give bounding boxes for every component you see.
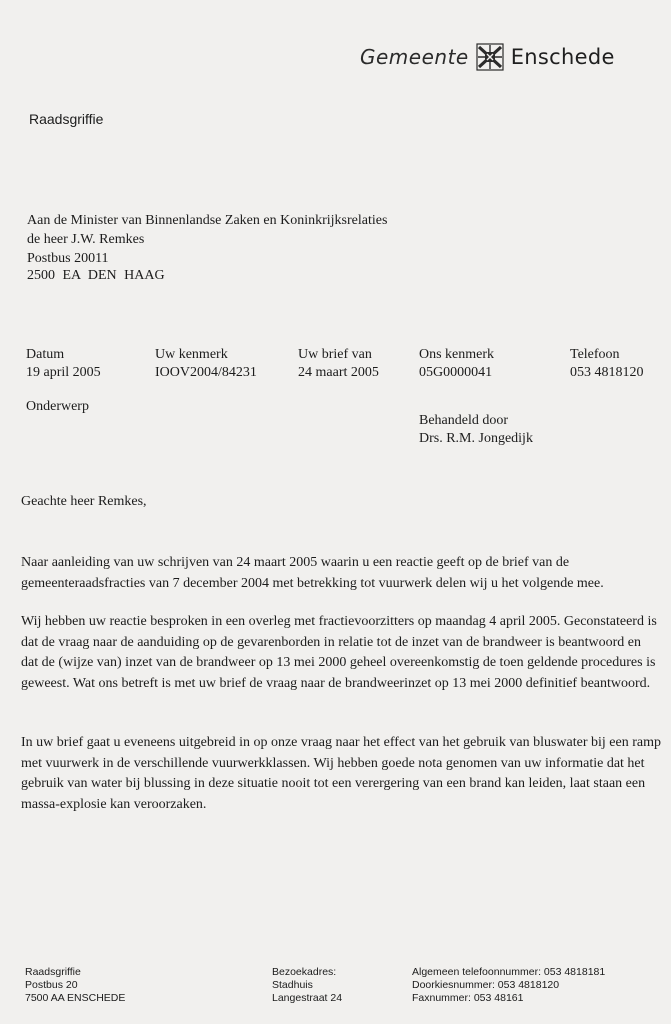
body-paragraph: Wij hebben uw reactie besproken in een overleg met fractievoorzitters op maandag 4 april 2005. Geconstateerd is dat de vraag naar de aanduiding op de gevarenborden in relatie tot de inzet van de brandweer is beantwoord en dat de (wijze van) inzet van de brandweer op 13 mei 2000 geheel overeenkomstig de toen geldende procedures is geweest. Wat ons betreft is met uw brief de vraag naar de brandweerinzet op 13 mei 2000 definitief beantwoord. [21, 614, 657, 691]
uw-brief-value: 24 maart 2005 [298, 365, 379, 380]
footer-visit-address [272, 966, 342, 1005]
datum-label: Datum [26, 347, 65, 362]
footer-line: 7500 AA ENSCHEDE [25, 992, 126, 1004]
telefoon-value: 053 4818120 [570, 365, 644, 380]
footer-line: Algemeen telefoonnummer: 053 4818181 [412, 966, 606, 978]
footer-line: Langestraat 24 [272, 992, 343, 1004]
recipient-line: Aan de Minister van Binnenlandse Zaken en Koninkrijksrelaties [27, 213, 388, 228]
recipient-line: 2500 EA DEN HAAG [27, 268, 165, 283]
recipient-line: de heer J.W. Remkes [27, 232, 145, 247]
body-paragraph: Naar aanleiding van uw schrijven van 24 maart 2005 waarin u een reactie geeft op de brief van de gemeenteraadsfracties van 7 december 2004 met betrekking tot vuurwerk delen wij u het volgende mee. [21, 555, 604, 591]
ons-kenmerk-label: Ons kenmerk [419, 347, 495, 362]
footer-line: Raadsgriffie [25, 966, 81, 978]
uw-kenmerk-label: Uw kenmerk [155, 347, 228, 362]
telefoon-label: Telefoon [570, 347, 620, 362]
footer-line: Faxnummer: 053 48161 [412, 992, 524, 1004]
recipient-line: Postbus 20011 [27, 251, 109, 266]
logo-word-gemeente: Gemeente [360, 45, 469, 69]
ons-kenmerk-value: 05G0000041 [419, 365, 493, 380]
footer-line: Postbus 20 [25, 979, 78, 991]
onderwerp-label: Onderwerp [26, 399, 89, 414]
body-paragraph: In uw brief gaat u eveneens uitgebreid in op onze vraag naar het effect van het gebruik van bluswater bij een ramp met vuurwerk in de verschillende vuurwerkklassen. Wij hebben goede nota genomen van uw informatie dat het gebruik van water bij blussing in deze situatie nooit tot een verergering van een brand kan leiden, laat staan een massa-explosie kan veroorzaken. [21, 735, 661, 812]
municipality-logo [360, 40, 615, 74]
footer-line: Stadhuis [272, 979, 313, 991]
enschede-emblem-icon [476, 43, 504, 71]
salutation: Geachte heer Remkes, [21, 494, 147, 509]
logo-word-enschede: Enschede [510, 45, 615, 69]
behandeld-door-label: Behandeld door [419, 413, 509, 428]
uw-kenmerk-value: IOOV2004/84231 [155, 365, 257, 380]
footer-line: Bezoekadres: [272, 966, 337, 978]
behandeld-door-value: Drs. R.M. Jongedijk [419, 431, 533, 446]
footer-line: Doorkiesnummer: 053 4818120 [412, 979, 560, 991]
department-name: Raadsgriffie [29, 111, 104, 127]
footer-phone-numbers [412, 966, 605, 1005]
datum-value: 19 april 2005 [26, 365, 101, 380]
footer-sender [25, 966, 125, 1005]
uw-brief-label: Uw brief van [298, 347, 372, 362]
